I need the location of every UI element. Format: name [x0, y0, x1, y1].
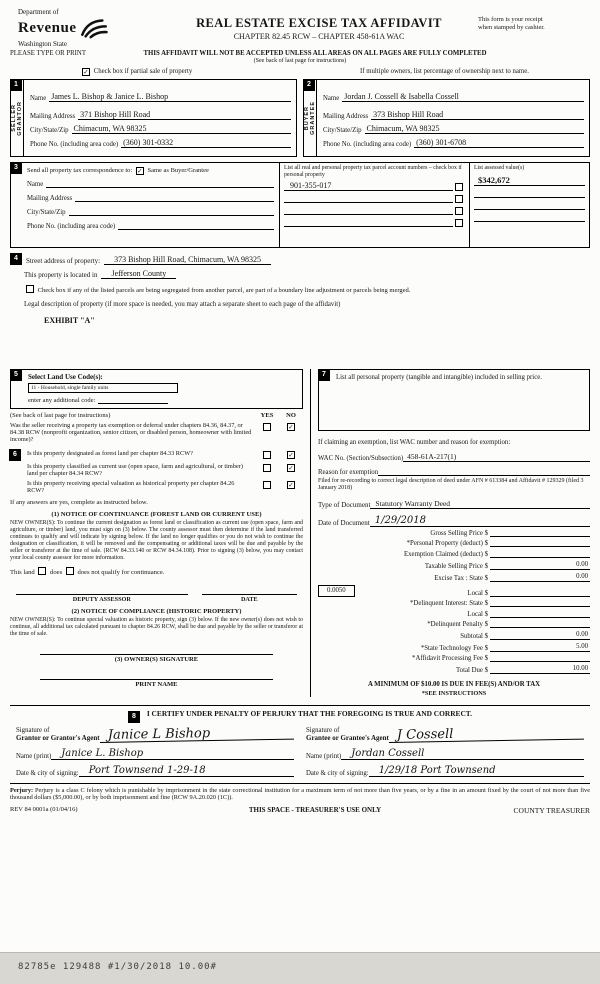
buyer-phone-field[interactable]: (360) 301-6708: [414, 138, 584, 148]
q6c-yes-checkbox[interactable]: [263, 481, 271, 489]
parcel-4-personal-checkbox[interactable]: [455, 219, 463, 227]
parcel-3-personal-checkbox[interactable]: [455, 207, 463, 215]
section-2-number: 2: [303, 79, 315, 91]
if-yes-note: If any answers are yes, complete as instructed below.: [10, 498, 148, 506]
delinquent-penalty-field[interactable]: [490, 627, 590, 628]
legal-description-value: EXHIBIT "A": [44, 316, 95, 325]
send-correspondence-label: Send all property tax correspondence to:: [27, 167, 133, 174]
scanner-edge-strip: [0, 952, 600, 984]
delinquent-interest-local-label: Local $: [467, 610, 488, 618]
grantee-date-city-label: Date & city of signing:: [306, 769, 369, 777]
assessed-value-2-field[interactable]: [474, 186, 585, 198]
excise-tax-local-field[interactable]: [490, 596, 590, 597]
buyer-city-label: City/State/Zip: [323, 127, 362, 134]
see-back-note-2: (See back of last page for instructions): [10, 412, 111, 419]
please-type-or-print: PLEASE TYPE OR PRINT: [10, 50, 86, 57]
current-use-question: Is this property classified as current use (open space, farm and agricultural, or timber) land per chapter 84.34 RCW?: [27, 462, 243, 478]
parcel-3-field[interactable]: [284, 206, 453, 215]
agency-name-line2: Revenue: [18, 19, 77, 36]
section-3-number: 3: [10, 162, 22, 174]
tax-computation-column: [310, 369, 590, 697]
seller-name-label: Name: [30, 95, 47, 102]
exemption-deferral-question: Was the seller receiving a property tax exemption or deferral under chapters 84.36, 84.37, or 84.38 RCW (nonprofit organization, senior citizen, or disabled person, homeowner with limited income)?: [10, 422, 252, 444]
delinquent-interest-state-label: *Delinquent Interest: State $: [410, 600, 488, 608]
deputy-assessor-signature-line[interactable]: DEPUTY ASSESSOR: [16, 594, 188, 603]
q6b-yes-checkbox[interactable]: [263, 464, 271, 472]
qualifies-checkbox[interactable]: [38, 567, 46, 575]
q6a-yes-checkbox[interactable]: [263, 451, 271, 459]
section-1-number: 1: [10, 79, 22, 91]
buyer-name-label: Name: [323, 95, 340, 102]
notice-continuance-text: NEW OWNER(S): To continue the current designation as forest land or classification as current use (open space, farm and agriculture, or timber) land, you must sign on (3) below. The county assessor must then determine if the land transferred continues to qualify and will indicate by signing below. If the land no longer qualifies or you do not wish to continue the designation or classification, it will be removed and the compensating or additional taxes will be due and payable by the seller or transferor at the time of sale. (RCW 84.33.140 or RCW 84.34.108). Prior to signing (3) below, you may contact your local county assessor for more information.: [10, 519, 303, 561]
seller-phone-label: Phone No. (including area code): [30, 141, 119, 148]
subtotal-field[interactable]: 0.00: [490, 631, 590, 640]
agency-name-line3: Washington State: [18, 40, 68, 48]
buyer-side-label: BUYER GRANTEE: [304, 80, 317, 156]
seller-name-field[interactable]: James L. Bishop & Janice L. Bishop: [49, 92, 291, 102]
print-name-line[interactable]: PRINT NAME: [40, 679, 273, 688]
q6c-no-checkbox[interactable]: ✓: [288, 481, 294, 490]
parcel-2-personal-checkbox[interactable]: [455, 195, 463, 203]
delinquent-penalty-label: *Delinquent Penalty $: [427, 620, 488, 628]
type-of-document-label: Type of Document: [318, 501, 371, 509]
perjury-notice: Perjury: Perjury is a class C felony which is punishable by imprisonment in the state correctional institution for a maximum term of not more than five years, or by a fine in an amount fixed by the court of not more than five thousand dollars ($5,000.00), or by both imprisonment and fine (RCW 9A.20.020 (1C)).: [10, 783, 590, 802]
parcel-1-personal-checkbox[interactable]: [455, 183, 463, 191]
grantor-date-city-field[interactable]: Port Townsend 1-29-18: [79, 765, 294, 777]
excise-tax-state-label: Excise Tax : State $: [434, 574, 488, 582]
owners-signature-line[interactable]: (3) OWNER(S) SIGNATURE: [40, 654, 273, 663]
treasurer-use-only-label: THIS SPACE - TREASURER'S USE ONLY: [248, 806, 382, 815]
affidavit-processing-fee-field[interactable]: [490, 661, 590, 662]
does-not-qualify-checkbox[interactable]: [66, 567, 74, 575]
section-7-number: 7: [318, 369, 330, 381]
grantee-agent-label: Grantee or Grantee's Agent: [306, 734, 389, 743]
seller-city-field[interactable]: Chimacum, WA 98325: [72, 124, 291, 134]
does-not-label: does not: [77, 568, 100, 576]
personal-property-deduct-field[interactable]: [490, 546, 590, 547]
buyer-address-label: Mailing Address: [323, 113, 369, 120]
buyer-name-field[interactable]: Jordan J. Cossell & Isabella Cossell: [342, 92, 584, 102]
land-use-code-section: [10, 369, 303, 409]
section-6-number: 6: [9, 449, 21, 461]
land-use-title: Select Land Use Code(s):: [28, 373, 103, 381]
taxable-selling-price-label: Taxable Selling Price $: [424, 562, 488, 570]
seller-address-label: Mailing Address: [30, 113, 76, 120]
seller-phone-field[interactable]: (360) 301-0332: [121, 138, 291, 148]
located-in-label: This property is located in: [24, 271, 98, 279]
gross-selling-price-field[interactable]: [490, 536, 590, 537]
notice-compliance-title: (2) NOTICE OF COMPLIANCE (HISTORIC PROPERTY): [71, 607, 242, 615]
excise-tax-state-field[interactable]: 0.00: [490, 573, 590, 582]
tax-correspondence-section: [10, 162, 590, 248]
type-of-document-field[interactable]: Statutory Warranty Deed: [370, 499, 590, 509]
seller-side-label: SELLER GRANTOR: [11, 80, 24, 156]
agency-name-line1: Department of: [18, 8, 59, 16]
excise-tax-local-label: Local $: [467, 590, 488, 598]
form-title: REAL ESTATE EXCISE TAX AFFIDAVIT: [196, 16, 442, 30]
additional-code-field[interactable]: [98, 403, 168, 404]
yes-column-header: YES: [260, 412, 274, 419]
assessed-values-header: List assessed value(s): [474, 165, 525, 171]
q5-yes-checkbox[interactable]: [263, 423, 271, 431]
form-subtitle: CHAPTER 82.45 RCW – CHAPTER 458-61A WAC: [233, 32, 405, 41]
grantor-signature-of-label: Signature of: [16, 727, 50, 735]
certification-section: [10, 705, 590, 776]
assessed-value-3-field[interactable]: [474, 198, 585, 210]
grantor-name-print-label: Name (print): [16, 752, 52, 760]
grantor-signature-field[interactable]: Janice L Bishop: [99, 725, 294, 742]
exemption-claimed-field[interactable]: [490, 557, 590, 558]
dor-swirl-logo: [79, 16, 109, 40]
local-rate-box[interactable]: 0.0050: [318, 585, 355, 597]
street-address-label: Street address of property:: [26, 257, 101, 265]
reason-for-exemption-value: Filed for re-recording to correct legal description of deed under AFN # 613384 and Affidavit # 129329 (filed 3 January 2018): [318, 478, 584, 491]
grantor-agent-label: Grantor or Grantor's Agent: [16, 734, 100, 743]
section-5-number: 5: [10, 369, 22, 381]
corr-phone-label: Phone No. (including area code): [27, 223, 116, 230]
property-address-section: [10, 253, 590, 325]
seller-address-field[interactable]: 371 Bishop Hill Road: [78, 110, 291, 120]
multiple-owners-note: If multiple owners, list percentage of ownership next to name.: [360, 68, 529, 75]
forest-land-question: Is this property designated as forest land per chapter 84.33 RCW?: [27, 449, 193, 457]
corr-address-field[interactable]: [75, 201, 274, 202]
assessed-value-4-field[interactable]: [474, 210, 585, 222]
date-of-document-label: Date of Document: [318, 519, 370, 527]
grantee-name-print-field[interactable]: Jordan Cossell: [341, 748, 584, 760]
seller-grantor-box: [10, 79, 297, 157]
segregated-label: Check box if any of the listed parcels are being segregated from another parcel, are part of a boundary line adjustment or parcels being merged.: [37, 287, 411, 294]
historic-property-question: Is this property receiving special valuation as historical property per chapter 84.26 RCW?: [27, 480, 235, 495]
receipt-note: This form is your receipt when stamped by cashier.: [478, 16, 545, 31]
exemption-claimed-label: Exemption Claimed (deduct) $: [404, 550, 488, 558]
deputy-date-line[interactable]: DATE: [202, 594, 297, 603]
grantor-signature-block: [10, 727, 300, 776]
corr-phone-field[interactable]: [118, 229, 274, 230]
corr-name-field[interactable]: [46, 187, 274, 188]
total-due-field[interactable]: 10.00: [490, 665, 590, 674]
classification-section: [10, 450, 303, 495]
grantee-signature-block: [300, 727, 590, 776]
this-land-label: This land: [10, 568, 35, 576]
buyer-address-field[interactable]: 373 Bishop Hill Road: [371, 110, 584, 120]
notice-compliance-text: NEW OWNER(S): To continue special valuation as historic property, sign (3) below. If the new owner(s) does not wish to continue, all additional tax calculated pursuant to chapter 84.26 RCW, shall be due and payable by the seller or transferor at the time of sale.: [10, 616, 303, 637]
delinquent-interest-state-field[interactable]: [490, 606, 590, 607]
parcel-numbers-header: List all real and personal property tax parcel account numbers – check box if personal property: [284, 165, 462, 178]
state-technology-fee-field[interactable]: 5.00: [490, 643, 590, 652]
corr-address-label: Mailing Address: [27, 195, 73, 202]
corr-city-field[interactable]: [69, 215, 274, 216]
same-as-buyer-label: Same as Buyer/Grantee: [147, 167, 209, 174]
agency-logo-block: [10, 8, 160, 48]
grantee-signature-of-label: Signature of: [306, 727, 340, 735]
wac-number-field[interactable]: 458-61A-217(1): [403, 452, 590, 462]
buyer-grantee-box: [303, 79, 590, 157]
does-label: does: [50, 568, 63, 576]
section-4-number: 4: [10, 253, 22, 265]
parcel-2-field[interactable]: [284, 194, 453, 203]
grantee-signature-field[interactable]: J Cossell: [389, 725, 584, 742]
grantor-name-print-field[interactable]: Janice L. Bishop: [51, 748, 294, 760]
grantor-date-city-label: Date & city of signing:: [16, 769, 79, 777]
q6a-no-checkbox[interactable]: ✓: [288, 450, 294, 459]
segregated-checkbox[interactable]: [26, 285, 34, 293]
partial-sale-checkbox[interactable]: ✓: [83, 68, 89, 76]
partial-sale-label: Check box if partial sale of property: [93, 68, 193, 75]
grantee-name-print-label: Name (print): [306, 752, 342, 760]
section-8-number: 8: [128, 711, 140, 723]
form-header: [10, 8, 590, 48]
legal-description-label: Legal description of property (if more space is needed, you may attach a separate sheet to each page of the affidavit): [24, 301, 341, 308]
total-due-label: Total Due $: [456, 667, 488, 675]
seller-city-label: City/State/Zip: [30, 127, 69, 134]
corr-city-label: City/State/Zip: [27, 209, 66, 216]
affidavit-processing-fee-label: *Affidavit Processing Fee $: [412, 655, 488, 663]
not-accepted-warning: THIS AFFIDAVIT WILL NOT BE ACCEPTED UNLESS ALL AREAS ON ALL PAGES ARE FULLY COMPLETED: [143, 50, 487, 57]
see-back-note: (See back of last page for instructions): [253, 58, 347, 64]
gross-selling-price-label: Gross Selling Price $: [430, 530, 488, 538]
exemption-claim-label: If claiming an exemption, list WAC number and reason for exemption:: [318, 439, 511, 446]
additional-code-label: enter any additional code:: [28, 397, 96, 404]
parcel-number-field[interactable]: 901-355-017: [284, 181, 453, 191]
reason-for-exemption-field[interactable]: [378, 468, 590, 476]
subtotal-label: Subtotal $: [460, 632, 488, 640]
state-technology-fee-label: *State Technology Fee $: [420, 645, 488, 653]
minimum-fee-note: A MINIMUM OF $10.00 IS DUE IN FEE(S) AND/OR TAX: [367, 681, 541, 689]
q6b-no-checkbox[interactable]: ✓: [288, 463, 294, 472]
parcel-4-field[interactable]: [284, 218, 453, 227]
no-column-header: NO: [286, 412, 296, 419]
personal-property-deduct-label: *Personal Property (deduct) $: [406, 540, 488, 548]
located-in-field[interactable]: Jefferson County: [101, 269, 176, 279]
county-treasurer-label: COUNTY TREASURER: [513, 806, 590, 816]
personal-property-box: [318, 369, 590, 431]
date-of-document-field[interactable]: 1/29/2018: [370, 516, 590, 527]
grantee-date-city-field[interactable]: 1/29/18 Port Townsend: [369, 765, 584, 777]
notice-continuance-title: (1) NOTICE OF CONTINUANCE (FOREST LAND OR CURRENT USE): [51, 510, 262, 518]
same-as-buyer-checkbox[interactable]: ✓: [137, 167, 143, 175]
qualify-for-continuance-label: qualify for continuance.: [101, 568, 165, 576]
buyer-city-field[interactable]: Chimacum, WA 98325: [365, 124, 584, 134]
assessed-value-field[interactable]: $342,672: [474, 175, 585, 186]
q5-no-checkbox[interactable]: ✓: [288, 423, 294, 431]
personal-property-label: List all personal property (tangible and intangible) included in selling price.: [336, 374, 542, 381]
reason-for-exemption-label: Reason for exemption: [318, 469, 379, 476]
cashier-receipt-stamp: 82785e 129488 #1/30/2018 10.00#: [18, 962, 217, 972]
see-instructions-note: *SEE INSTRUCTIONS: [421, 690, 487, 698]
land-use-code-select[interactable]: 11 - Household, single family units: [28, 383, 178, 393]
form-revision-number: REV 84 0001a (01/04/16): [10, 806, 78, 814]
buyer-phone-label: Phone No. (including area code): [323, 141, 412, 148]
wac-number-label: WAC No. (Section/Subsection): [318, 455, 404, 462]
street-address-field[interactable]: 373 Bishop Hill Road, Chimacum, WA 98325: [104, 255, 271, 265]
corr-name-label: Name: [27, 181, 44, 188]
taxable-selling-price-field[interactable]: 0.00: [490, 561, 590, 570]
delinquent-interest-local-field[interactable]: [490, 617, 590, 618]
certify-statement: I CERTIFY UNDER PENALTY OF PERJURY THAT THE FOREGOING IS TRUE AND CORRECT.: [146, 709, 473, 719]
